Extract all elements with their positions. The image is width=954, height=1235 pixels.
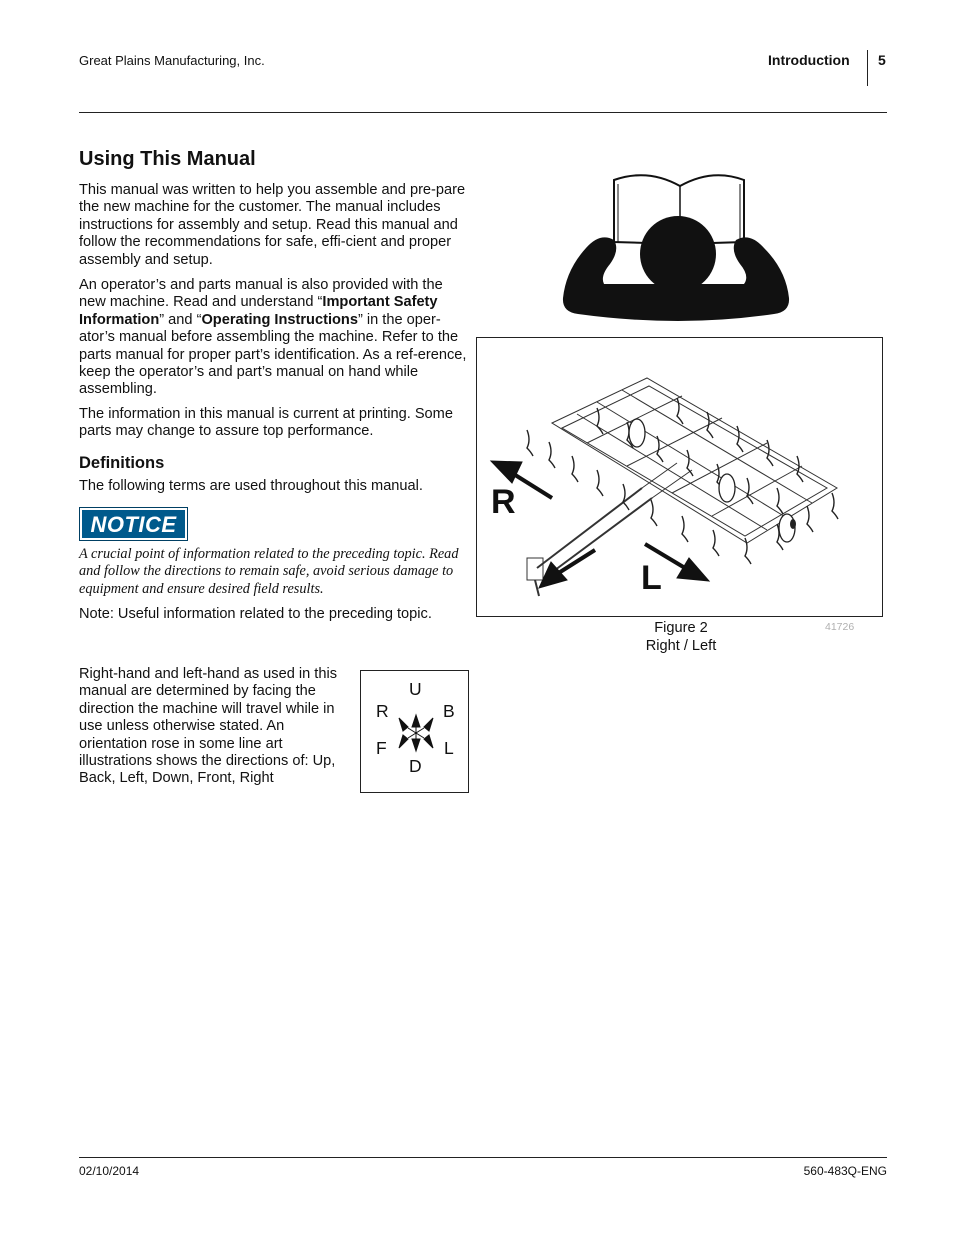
footer-doc-number: 560-483Q-ENG [803, 1164, 887, 1178]
notice-badge [79, 507, 188, 541]
notice-label: NOTICE [90, 512, 177, 537]
header-company: Great Plains Manufacturing, Inc. [79, 53, 265, 68]
footer-rule [79, 1157, 887, 1158]
header-divider [867, 50, 868, 86]
header-section-title: Introduction [768, 52, 850, 68]
figure-image-id: 41726 [825, 621, 855, 633]
paragraph-current-info: The information in this manual is current at printing. Some parts may change to assure top performance. [79, 406, 453, 440]
page-number: 5 [878, 52, 886, 68]
figure-label-left: L [641, 559, 662, 597]
rose-left-label: L [444, 738, 454, 758]
figure-label-right: R [491, 483, 516, 521]
paragraph-manuals: An operator’s and parts manual is also provided with the new machine. Read and understand “Important Safety Information” and “Operating Instructions” in the oper-ator’s manual before assembling the machine. Refer to the parts manual for proper part’s identification. As a ref-erence, keep the operator’s and part’s manual on hand while assembling. [79, 277, 467, 398]
rose-up-label: U [409, 679, 422, 699]
definitions-heading: Definitions [79, 454, 165, 472]
paragraph-intro: This manual was written to help you assemble and pre-pare the new machine for the customer. The manual includes instructions for assembly and setup. Read this manual and follow the recommendations for safe, effi-cient and proper assembly and setup. [79, 182, 466, 268]
figure-caption-number: Figure 2 [654, 620, 708, 636]
page-title: Using This Manual [79, 148, 256, 170]
orientation-rose [360, 670, 469, 793]
bold-important-safety: Important Safety Information [79, 294, 438, 328]
orientation-paragraph: Right-hand and left-hand as used in this manual are determined by facing the direction the machine will travel while in use unless otherwise stated. An orientation rose in some line art illustrations shows the directions of: Up, Back, Left, Down, Front, Right [79, 666, 337, 787]
footer-date: 02/10/2014 [79, 1164, 140, 1178]
definitions-intro: The following terms are used throughout this manual. [79, 478, 423, 494]
bold-operating-instructions: Operating Instructions [201, 311, 358, 328]
note-description: Note: Useful information related to the preceding topic. [79, 606, 432, 622]
figure-caption [600, 619, 762, 655]
field-cultivator-illustration [477, 338, 882, 616]
figure-caption-title: Right / Left [645, 638, 717, 654]
read-manual-icon [560, 158, 792, 326]
rose-back-label: B [443, 701, 455, 721]
rose-front-label: F [376, 738, 387, 758]
header-rule [79, 112, 887, 113]
figure-right-left [476, 337, 883, 617]
notice-description: A crucial point of information related to the preceding topic. Read and follow the directions to remain safe, avoid serious damage to equipment and ensure desired field results. [79, 546, 459, 597]
rose-right-label: R [376, 701, 389, 721]
rose-down-label: D [409, 756, 422, 776]
